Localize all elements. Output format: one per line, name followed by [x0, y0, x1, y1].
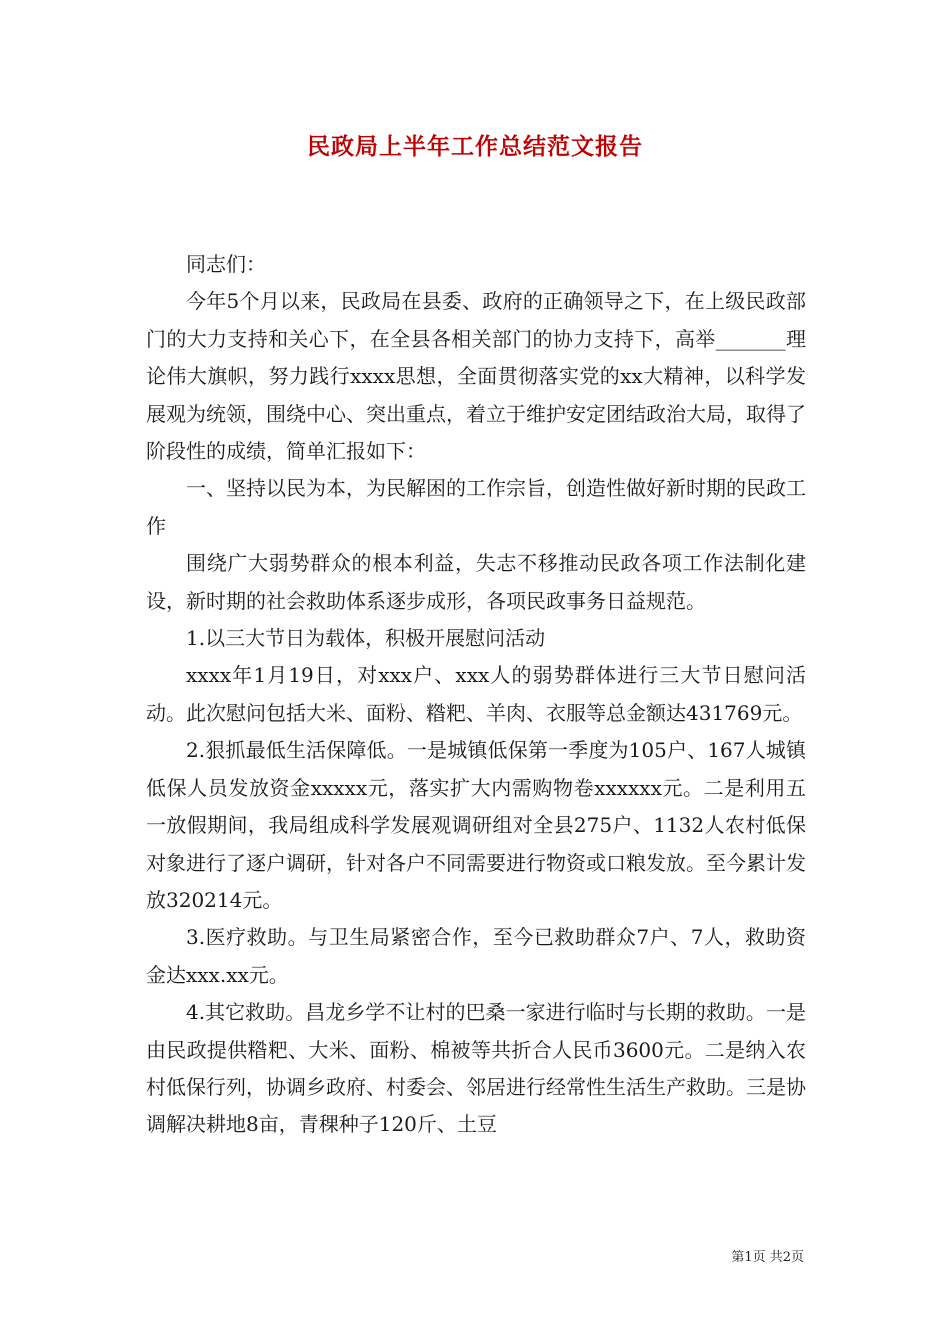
paragraph-greeting: 同志们： — [186, 252, 266, 276]
document-title: 民政局上半年工作总结范文报告 — [307, 133, 643, 160]
paragraph-minimum-living-security: 2.狠抓最低生活保障低。一是城镇低保第一季度为105户、167人城镇低保人员发放资金xxxxx元，落实扩大内需购物卷xxxxxx元。二是利用五一放假期间，我局组成科学发展观调研组对全县275户、1132人农村低保对象进行了逐户调研，针对各户不同需要进行物资或口粮发放。至今累计发放320214元。 — [146, 738, 806, 912]
paragraph-other-aid: 4.其它救助。昌龙乡学不让村的巴桑一家进行临时与长期的救助。一是由民政提供糌粑、大米、面粉、棉被等共折合人民币3600元。二是纳入农村低保行列，协调乡政府、村委会、邻居进行经常性生活生产救助。三是协调解决耕地8亩，青稞种子120斤、土豆 — [146, 1000, 806, 1137]
page-number: 第1页 共2页 — [731, 1250, 804, 1265]
paragraph-intro: 今年5个月以来，民政局在县委、政府的正确领导之下，在上级民政部门的大力支持和关心下，在全县各相关部门的协力支持下，高举_______理论伟大旗帜，努力践行xxxx思想，全面贯彻落实党的xx大精神，以科学发展观为统领，围绕中心、突出重点，着立于维护安定团结政治大局，取得了阶段性的成绩，简单汇报如下： — [146, 289, 806, 464]
subheading-holiday-visits: 1.以三大节日为载体，积极开展慰问活动 — [186, 626, 546, 651]
document-body — [146, 246, 806, 1144]
paragraph-section-1: 围绕广大弱势群众的根本利益，失志不移推动民政各项工作法制化建设，新时期的社会救助体系逐步成形，各项民政事务日益规范。 — [146, 551, 806, 613]
paragraph-medical-aid: 3.医疗救助。与卫生局紧密合作，至今已救助群众7户、7人，救助资金达xxx.xx元。 — [146, 925, 806, 987]
paragraph-holiday-visits: xxxx年1月19日，对xxx户、xxx人的弱势群体进行三大节日慰问活动。此次慰问包括大米、面粉、糌粑、羊肉、衣服等总金额达431769元。 — [146, 663, 806, 725]
section-heading-1: 一、坚持以民为本，为民解困的工作宗旨，创造性做好新时期的民政工作 — [146, 476, 806, 538]
